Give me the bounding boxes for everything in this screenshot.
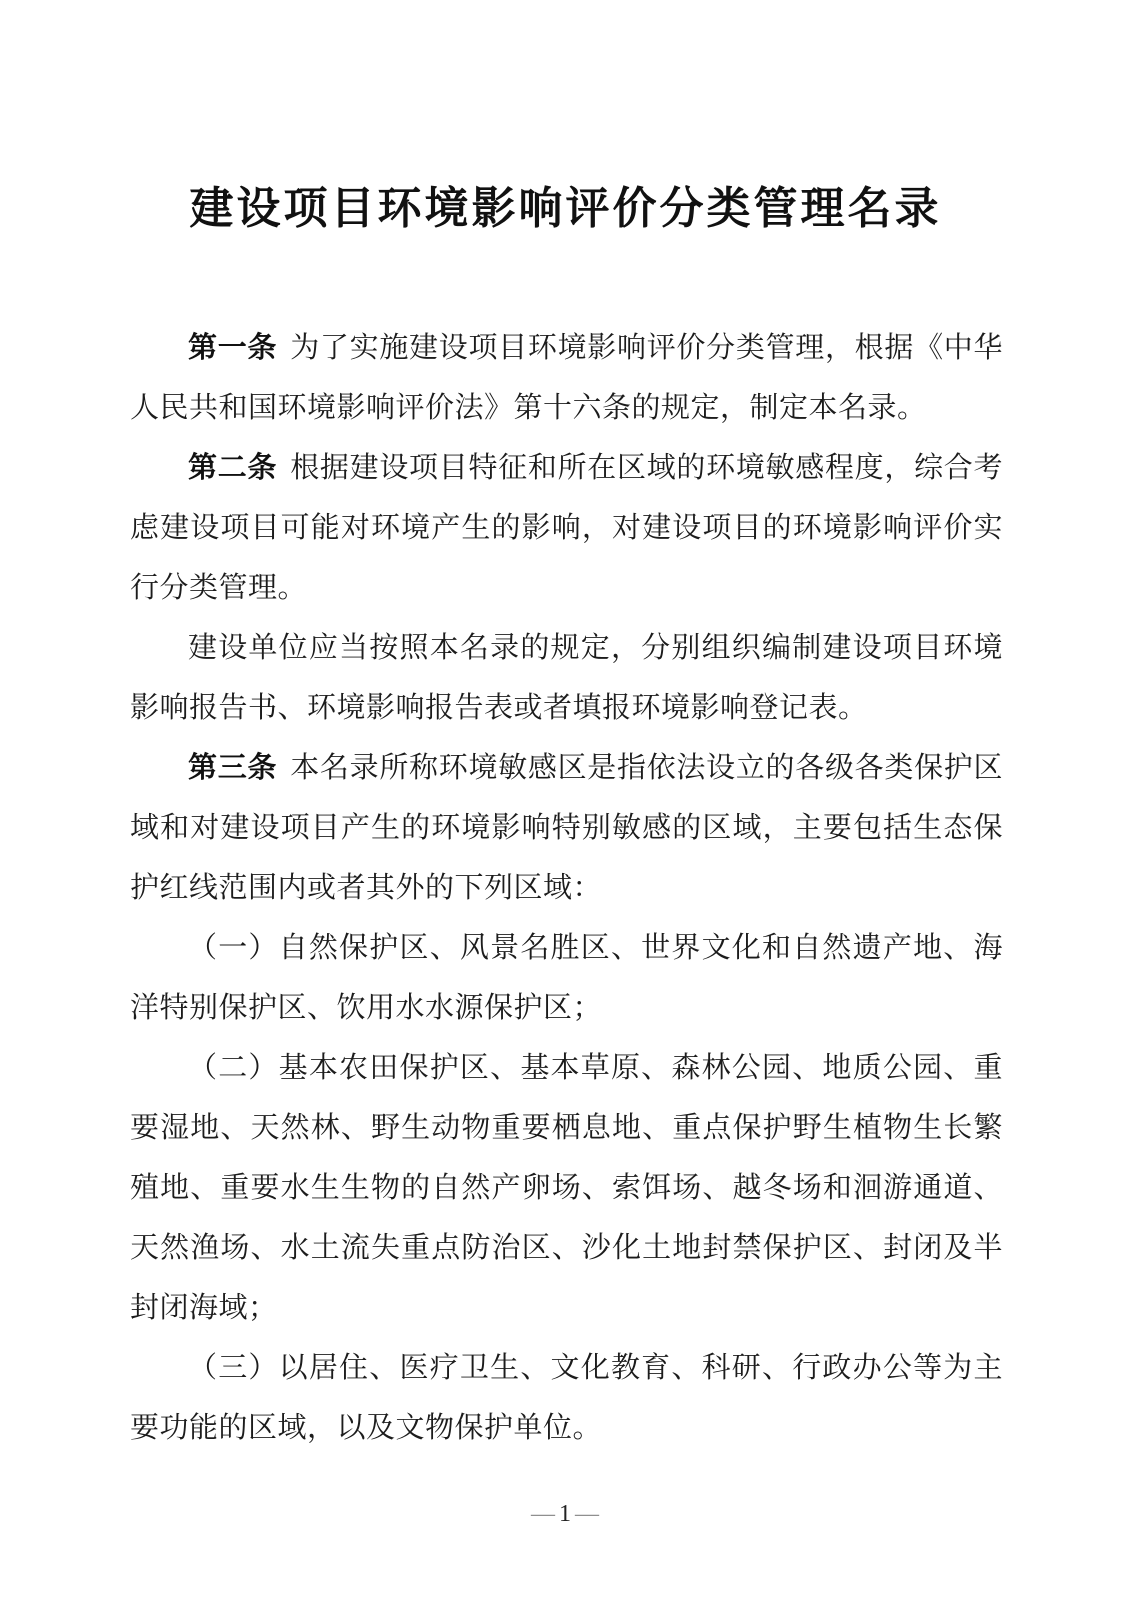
footer-dash-left: — [531,1501,556,1527]
paragraph: 第一条 为了实施建设项目环境影响评价分类管理，根据《中华人民共和国环境影响评价法》第十六条的规定，制定本名录。 [130,332,1003,424]
article-number: 第二条 [188,452,278,484]
document-body [130,318,1003,1458]
page-footer [0,1501,1131,1528]
document-title: 建设项目环境影响评价分类管理名录 [189,184,942,233]
paragraph: （三）以居住、医疗卫生、文化教育、科研、行政办公等为主要功能的区域，以及文物保护单位。 [130,1352,1003,1444]
paragraph: 第二条 根据建设项目特征和所在区域的环境敏感程度，综合考虑建设项目可能对环境产生的影响，对建设项目的环境影响评价实行分类管理。 [130,452,1003,604]
article-number: 第三条 [188,752,278,784]
article-number: 第一条 [188,332,278,364]
footer-dash-right: — [575,1501,600,1527]
paragraph: （一）自然保护区、风景名胜区、世界文化和自然遗产地、海洋特别保护区、饮用水水源保护区； [130,932,1003,1024]
page-number: 1 [559,1501,572,1527]
paragraph: 建设单位应当按照本名录的规定，分别组织编制建设项目环境影响报告书、环境影响报告表或者填报环境影响登记表。 [130,632,1003,724]
paragraph: （二）基本农田保护区、基本草原、森林公园、地质公园、重要湿地、天然林、野生动物重要栖息地、重点保护野生植物生长繁殖地、重要水生生物的自然产卵场、索饵场、越冬场和洄游通道、天然渔场、水土流失重点防治区、沙化土地封禁保护区、封闭及半封闭海域； [130,1052,1003,1324]
paragraph: 第三条 本名录所称环境敏感区是指依法设立的各级各类保护区域和对建设项目产生的环境影响特别敏感的区域，主要包括生态保护红线范围内或者其外的下列区域： [130,752,1003,904]
